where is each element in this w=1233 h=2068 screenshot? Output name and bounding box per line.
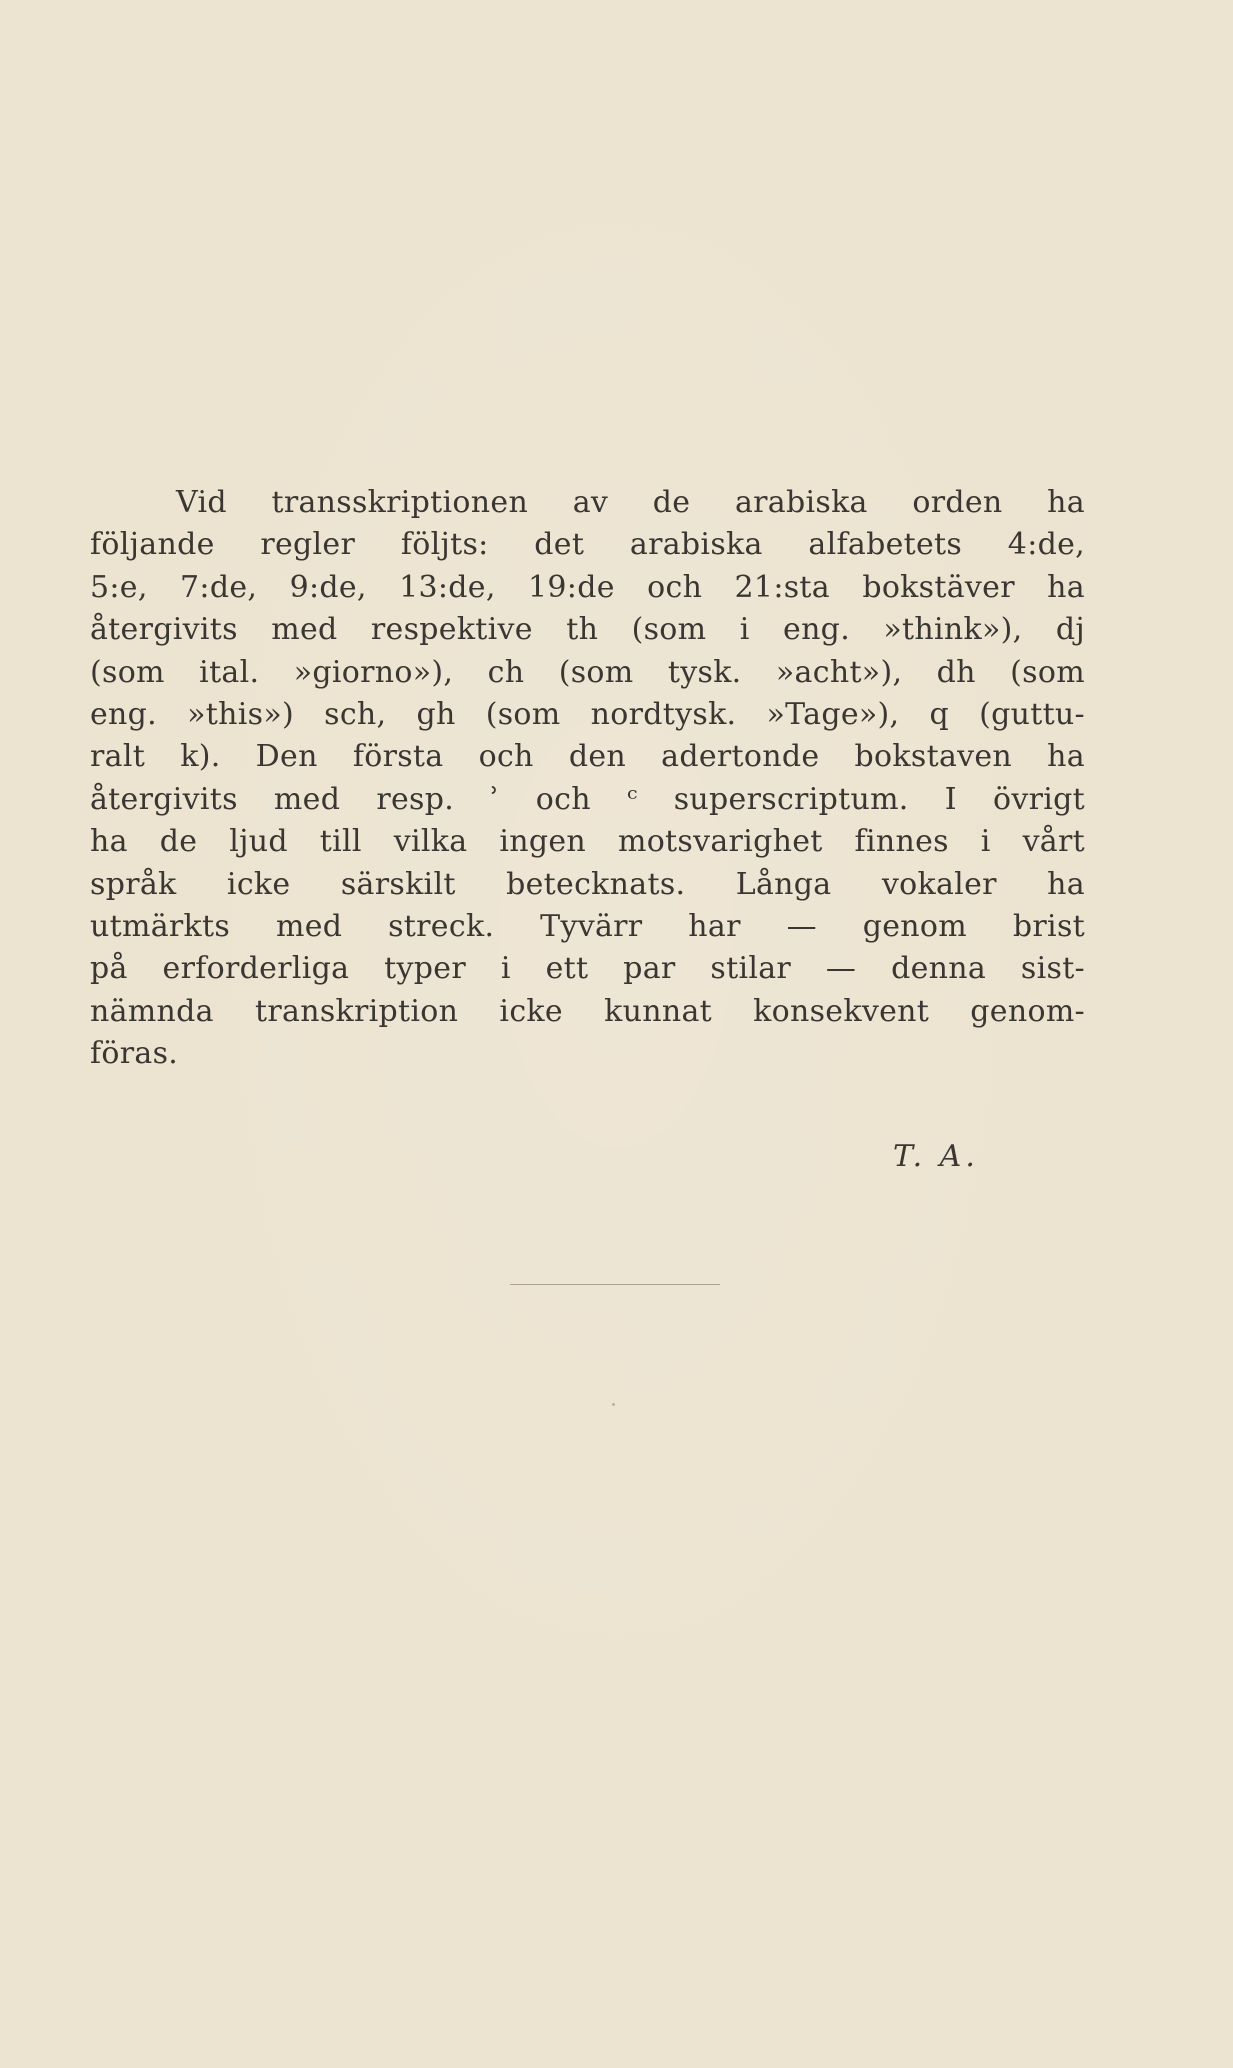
transcription-note-paragraph [90,482,1085,1075]
paragraph-line: föras. [90,1036,179,1072]
paragraph-line: 5:e, 7:de, 9:de, 13:de, 19:de och 21:sta bokstäver ha [90,569,1085,605]
divider-rule [510,1284,720,1285]
paragraph-line: följande regler följts: det arabiska alfabetets 4:de, [90,527,1085,563]
paragraph-line: återgivits med resp. ʾ och ᶜ superscriptum. I övrigt [90,781,1085,817]
paragraph-line: Vid transskriptionen av de arabiska orden ha [176,485,1085,520]
author-initials: T. A. [893,1139,979,1174]
paragraph-line: språk icke särskilt betecknats. Långa vokaler ha [90,866,1085,902]
paragraph-line: på erforderliga typer i ett par stilar — denna sist- [90,951,1085,987]
paragraph-line: ha de ljud till vilka ingen motsvarighet finnes i vårt [90,824,1085,860]
paragraph-line: ralt k). Den första och den adertonde bokstaven ha [90,739,1085,775]
paragraph-line: (som ital. »giorno»), ch (som tysk. »acht»), dh (som [90,654,1085,690]
paragraph-line: utmärkts med streck. Tyvärr har — genom brist [90,908,1085,944]
paragraph-line: nämnda transkription icke kunnat konsekvent genom- [90,993,1085,1029]
paragraph-line: återgivits med respektive th (som i eng. »think»), dj [90,612,1085,648]
print-speck [612,1403,615,1406]
paragraph-line: eng. »this») sch, gh (som nordtysk. »Tage»), q (guttu- [90,696,1085,732]
